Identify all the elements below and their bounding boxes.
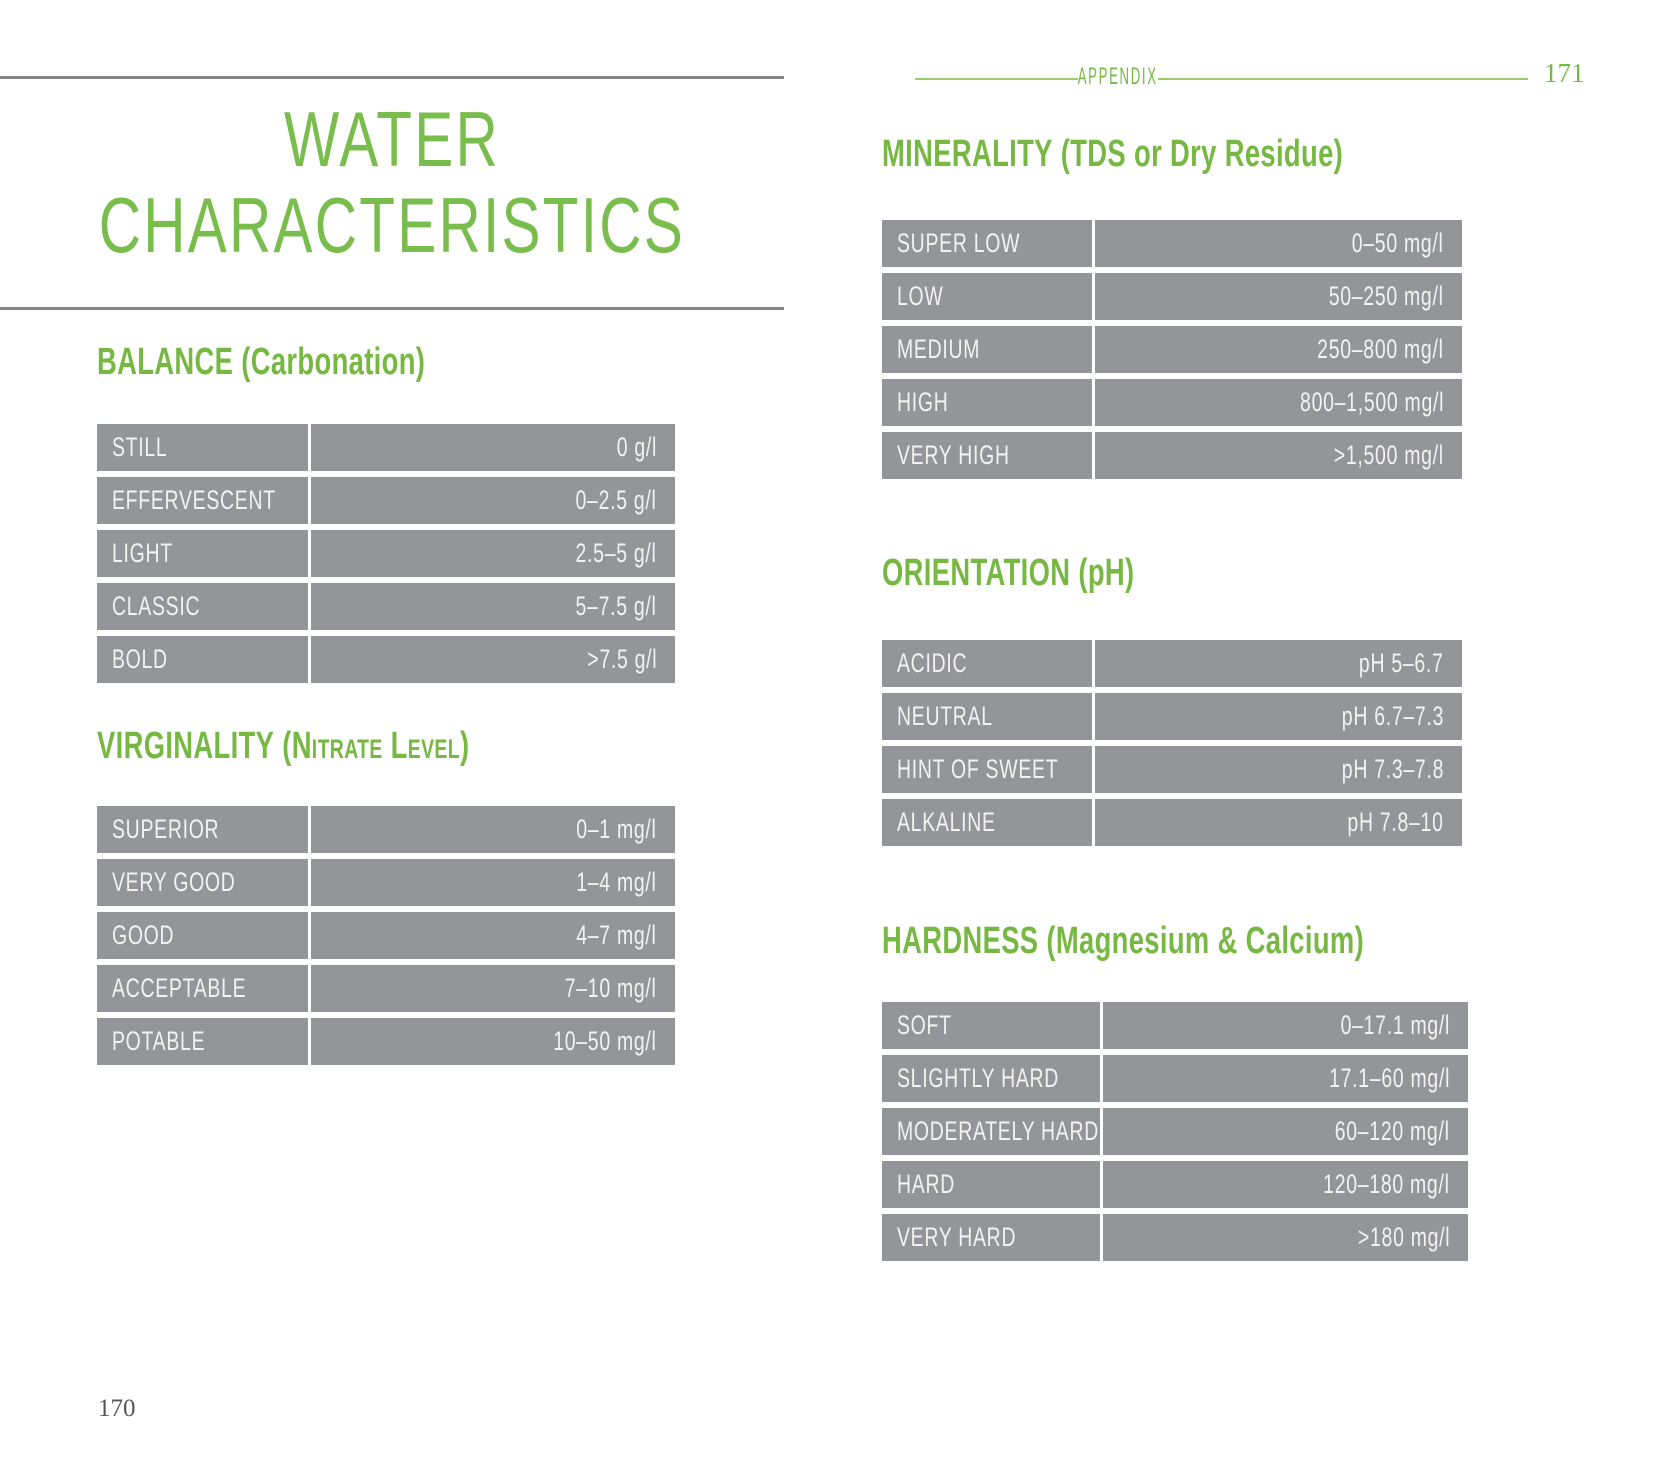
row-value: 50–250 mg/l: [1329, 281, 1444, 311]
row-value: 4–7 mg/l: [576, 920, 657, 950]
heading-sub: (Carbonation): [241, 341, 426, 383]
row-label: SUPERIOR: [112, 814, 220, 844]
heading-main: VIRGINALITY: [97, 725, 275, 767]
row-value: 5–7.5 g/l: [575, 591, 657, 621]
row-label: POTABLE: [112, 1026, 206, 1056]
row-value-cell: [1095, 273, 1462, 320]
row-value: >7.5 g/l: [586, 644, 657, 674]
row-value-cell: [1103, 1055, 1468, 1102]
page-number-left: 170: [98, 1395, 136, 1422]
row-label: ACCEPTABLE: [112, 973, 247, 1003]
row-label: SLIGHTLY HARD: [897, 1063, 1060, 1093]
table-row: [97, 583, 675, 630]
table-row: [882, 432, 1462, 479]
row-label: GOOD: [112, 920, 175, 950]
table-row: [882, 1161, 1468, 1208]
page-title-line1: WATER: [284, 95, 500, 183]
table-row: [882, 326, 1462, 373]
page-title-line2: CHARACTERISTICS: [98, 181, 686, 269]
row-value-cell: [311, 912, 675, 959]
heading-sub: (TDS or Dry Residue): [1060, 133, 1344, 175]
row-label: VERY HIGH: [897, 440, 1010, 470]
virginality-table: [97, 806, 675, 1065]
row-label-cell: [882, 1002, 1100, 1049]
row-value: 800–1,500 mg/l: [1299, 387, 1444, 417]
row-value: pH 5–6.7: [1359, 648, 1444, 678]
row-value-cell: [311, 636, 675, 683]
row-value-cell: [1103, 1108, 1468, 1155]
row-value: pH 6.7–7.3: [1341, 701, 1444, 731]
row-label-cell: [882, 1214, 1100, 1261]
table-row: [97, 424, 675, 471]
table-row: [97, 477, 675, 524]
row-label: LOW: [897, 281, 944, 311]
table-row: [882, 220, 1462, 267]
balance-table: [97, 424, 675, 683]
row-value-cell: [311, 965, 675, 1012]
row-label: MODERATELY HARD: [897, 1116, 1099, 1146]
row-label: EFFERVESCENT: [112, 485, 276, 515]
orientation-table: [882, 640, 1462, 846]
row-label-cell: [882, 220, 1092, 267]
row-value-cell: [1095, 379, 1462, 426]
row-label: HARD: [897, 1169, 955, 1199]
table-row: [882, 799, 1462, 846]
heading-sub: (Magnesium & Calcium): [1046, 920, 1365, 962]
title-rule-top: [0, 76, 784, 79]
row-label: STILL: [112, 432, 168, 462]
heading-sub: (pH): [1078, 552, 1135, 594]
row-value: 0–17.1 mg/l: [1340, 1010, 1450, 1040]
row-label: NEUTRAL: [897, 701, 993, 731]
row-label-cell: [882, 693, 1092, 740]
row-value: 2.5–5 g/l: [575, 538, 657, 568]
section-heading-minerality: [882, 134, 1522, 174]
row-label-cell: [97, 965, 308, 1012]
table-row: [97, 636, 675, 683]
table-row: [882, 693, 1462, 740]
title-rule-bottom: [0, 307, 784, 310]
table-row: [882, 1055, 1468, 1102]
row-value: >1,500 mg/l: [1333, 440, 1444, 470]
table-row: [97, 965, 675, 1012]
table-row: [882, 640, 1462, 687]
row-label-cell: [882, 1055, 1100, 1102]
row-label: ALKALINE: [897, 807, 996, 837]
row-label: CLASSIC: [112, 591, 201, 621]
row-value-cell: [1095, 640, 1462, 687]
heading-main: BALANCE: [97, 341, 234, 383]
table-row: [97, 530, 675, 577]
row-value: 10–50 mg/l: [553, 1026, 657, 1056]
row-label: HINT OF SWEET: [897, 754, 1059, 784]
row-value: 7–10 mg/l: [565, 973, 657, 1003]
row-value: 120–180 mg/l: [1323, 1169, 1450, 1199]
heading-sub: (Nitrate Level): [282, 725, 470, 767]
row-label: BOLD: [112, 644, 168, 674]
row-label-cell: [882, 1161, 1100, 1208]
row-value-cell: [311, 806, 675, 853]
row-label: LIGHT: [112, 538, 173, 568]
heading-main: HARDNESS: [882, 920, 1039, 962]
row-label-cell: [97, 806, 308, 853]
row-label: SOFT: [897, 1010, 952, 1040]
row-label-cell: [882, 432, 1092, 479]
running-head-rule-right: [1158, 78, 1528, 80]
table-row: [882, 1002, 1468, 1049]
row-value: 60–120 mg/l: [1335, 1116, 1450, 1146]
table-row: [97, 806, 675, 853]
row-label-cell: [97, 1018, 308, 1065]
heading-main: ORIENTATION: [882, 552, 1071, 594]
table-row: [97, 912, 675, 959]
table-row: [97, 859, 675, 906]
row-label-cell: [97, 477, 308, 524]
row-label: MEDIUM: [897, 334, 981, 364]
row-label-cell: [882, 273, 1092, 320]
minerality-table: [882, 220, 1462, 479]
section-heading-virginality: [97, 726, 614, 766]
row-value: 0–2.5 g/l: [575, 485, 657, 515]
table-row: [882, 273, 1462, 320]
row-value-cell: [1095, 220, 1462, 267]
row-value-cell: [311, 859, 675, 906]
row-value: 1–4 mg/l: [576, 867, 657, 897]
row-label-cell: [97, 424, 308, 471]
running-head: APPENDIX: [1078, 63, 1158, 90]
table-row: [882, 746, 1462, 793]
row-label-cell: [97, 636, 308, 683]
row-value: 250–800 mg/l: [1317, 334, 1444, 364]
row-value-cell: [1095, 799, 1462, 846]
row-value-cell: [1095, 693, 1462, 740]
row-value: 0 g/l: [616, 432, 657, 462]
section-heading-hardness: [882, 921, 1552, 961]
row-value: pH 7.3–7.8: [1341, 754, 1444, 784]
row-label: SUPER LOW: [897, 228, 1021, 258]
row-value-cell: [311, 1018, 675, 1065]
row-label-cell: [882, 746, 1092, 793]
row-label-cell: [97, 912, 308, 959]
row-value: 0–1 mg/l: [576, 814, 657, 844]
row-value: pH 7.8–10: [1347, 807, 1444, 837]
row-value-cell: [1095, 326, 1462, 373]
row-value-cell: [1103, 1161, 1468, 1208]
row-label-cell: [97, 859, 308, 906]
hardness-table: [882, 1002, 1468, 1261]
row-value: 0–50 mg/l: [1352, 228, 1444, 258]
row-label-cell: [882, 326, 1092, 373]
running-head-rule-left: [915, 78, 1078, 80]
row-value-cell: [311, 530, 675, 577]
table-row: [882, 379, 1462, 426]
row-value-cell: [1095, 432, 1462, 479]
row-label-cell: [882, 379, 1092, 426]
row-value-cell: [311, 583, 675, 630]
heading-main: MINERALITY: [882, 133, 1053, 175]
row-value: >180 mg/l: [1357, 1222, 1450, 1252]
section-heading-orientation: [882, 553, 1233, 593]
row-label-cell: [882, 799, 1092, 846]
table-row: [882, 1108, 1468, 1155]
row-label: VERY GOOD: [112, 867, 236, 897]
row-label: ACIDIC: [897, 648, 968, 678]
row-value: 17.1–60 mg/l: [1328, 1063, 1450, 1093]
row-label: VERY HARD: [897, 1222, 1017, 1252]
row-value-cell: [311, 477, 675, 524]
table-row: [97, 1018, 675, 1065]
table-row: [882, 1214, 1468, 1261]
section-heading-balance: [97, 342, 553, 382]
row-label: HIGH: [897, 387, 949, 417]
row-label-cell: [97, 583, 308, 630]
row-value-cell: [311, 424, 675, 471]
row-label-cell: [882, 1108, 1100, 1155]
row-value-cell: [1095, 746, 1462, 793]
page-title: [0, 96, 784, 268]
page-number-right: 171: [1544, 58, 1585, 88]
row-value-cell: [1103, 1002, 1468, 1049]
row-label-cell: [97, 530, 308, 577]
row-value-cell: [1103, 1214, 1468, 1261]
row-label-cell: [882, 640, 1092, 687]
